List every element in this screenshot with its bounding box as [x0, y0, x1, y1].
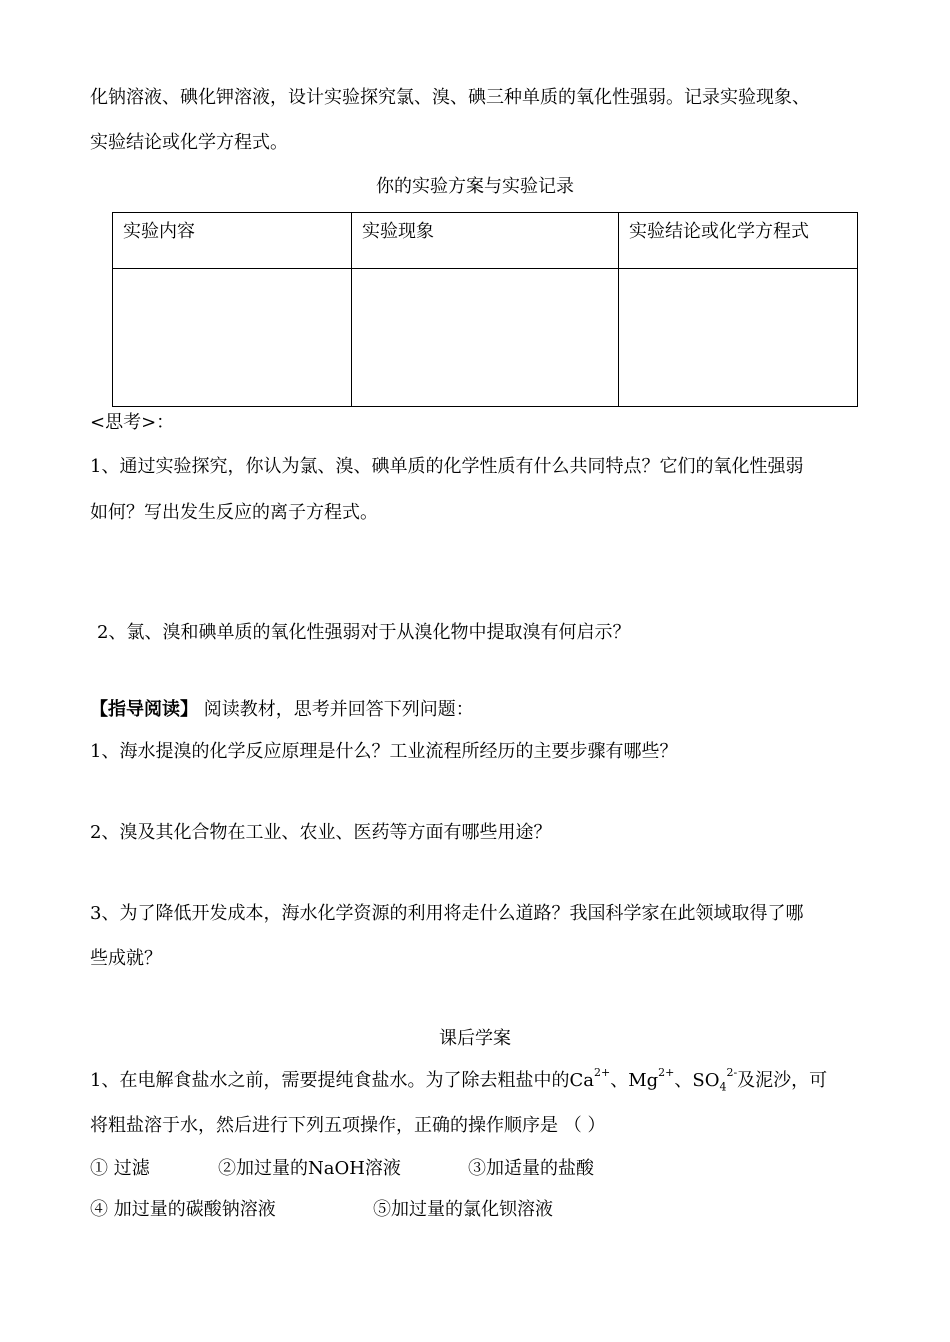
guide-question-3-line-2: 些成就？: [90, 948, 162, 969]
ion-sulfate-subscript: 4: [719, 1080, 727, 1094]
guide-question-2: 2、溴及其化合物在工业、农业、医药等方面有哪些用途？: [90, 822, 552, 843]
think-label: <思考>：: [90, 412, 175, 433]
header-experiment-content: 实验内容: [113, 213, 352, 269]
guide-reading-instruction: 阅读教材，思考并回答下列问题：: [198, 699, 474, 720]
table-caption: 你的实验方案与实验记录: [376, 176, 574, 197]
ion-magnesium-charge: 2+: [658, 1066, 675, 1079]
header-experiment-phenomenon: 实验现象: [352, 213, 619, 269]
option-5: ⑤加过量的氯化钡溶液: [373, 1199, 553, 1220]
after-question-1-prefix: 1、在电解食盐水之前，需要提纯食盐水。为了除去粗盐中的: [90, 1070, 570, 1091]
think-question-1-line-1: 1、通过实验探究，你认为氯、溴、碘单质的化学性质有什么共同特点？它们的氧化性强弱: [90, 456, 804, 477]
ion-magnesium: Mg: [628, 1070, 659, 1091]
ion-calcium: Ca: [569, 1070, 594, 1091]
think-question-2: 2、氯、溴和碘单质的氧化性强弱对于从溴化物中提取溴有何启示？: [97, 622, 631, 643]
after-question-1-suffix: 及泥沙，可: [737, 1070, 828, 1091]
option-2: ②加过量的NaOH溶液: [218, 1158, 401, 1179]
option-1: ① 过滤: [90, 1158, 150, 1179]
experiment-record-table: [112, 212, 858, 407]
ion-sulfate: SO: [692, 1070, 720, 1091]
guide-reading-heading: [90, 698, 474, 722]
guide-reading-title: 【指导阅读】: [90, 699, 198, 720]
think-question-1-line-2: 如何？写出发生反应的离子方程式。: [90, 502, 378, 523]
separator: 、: [610, 1070, 629, 1091]
cell-experiment-phenomenon[interactable]: [352, 269, 619, 407]
after-question-1-line-1: [90, 1066, 828, 1094]
cell-experiment-content[interactable]: [113, 269, 352, 407]
table-header-row: [113, 213, 858, 269]
intro-line-1: 化钠溶液、碘化钾溶液，设计实验探究氯、溴、碘三种单质的氧化性强弱。记录实验现象、: [90, 87, 810, 108]
option-4: ④ 加过量的碳酸钠溶液: [90, 1199, 276, 1220]
cell-experiment-conclusion[interactable]: [619, 269, 858, 407]
guide-question-1: 1、海水提溴的化学反应原理是什么？工业流程所经历的主要步骤有哪些？: [90, 741, 678, 762]
after-class-title: 课后学案: [439, 1028, 511, 1049]
guide-question-3-line-1: 3、为了降低开发成本，海水化学资源的利用将走什么道路？我国科学家在此领域取得了哪: [90, 903, 804, 924]
header-experiment-conclusion: 实验结论或化学方程式: [619, 213, 858, 269]
table-row: [113, 269, 858, 407]
option-3: ③加适量的盐酸: [468, 1158, 594, 1179]
after-question-1-line-2: 将粗盐溶于水，然后进行下列五项操作，正确的操作顺序是 （ ）: [90, 1115, 606, 1136]
ion-calcium-charge: 2+: [593, 1066, 611, 1079]
separator: 、: [674, 1070, 693, 1091]
ion-sulfate-charge: 2-: [726, 1066, 738, 1079]
intro-line-2: 实验结论或化学方程式。: [90, 132, 288, 153]
